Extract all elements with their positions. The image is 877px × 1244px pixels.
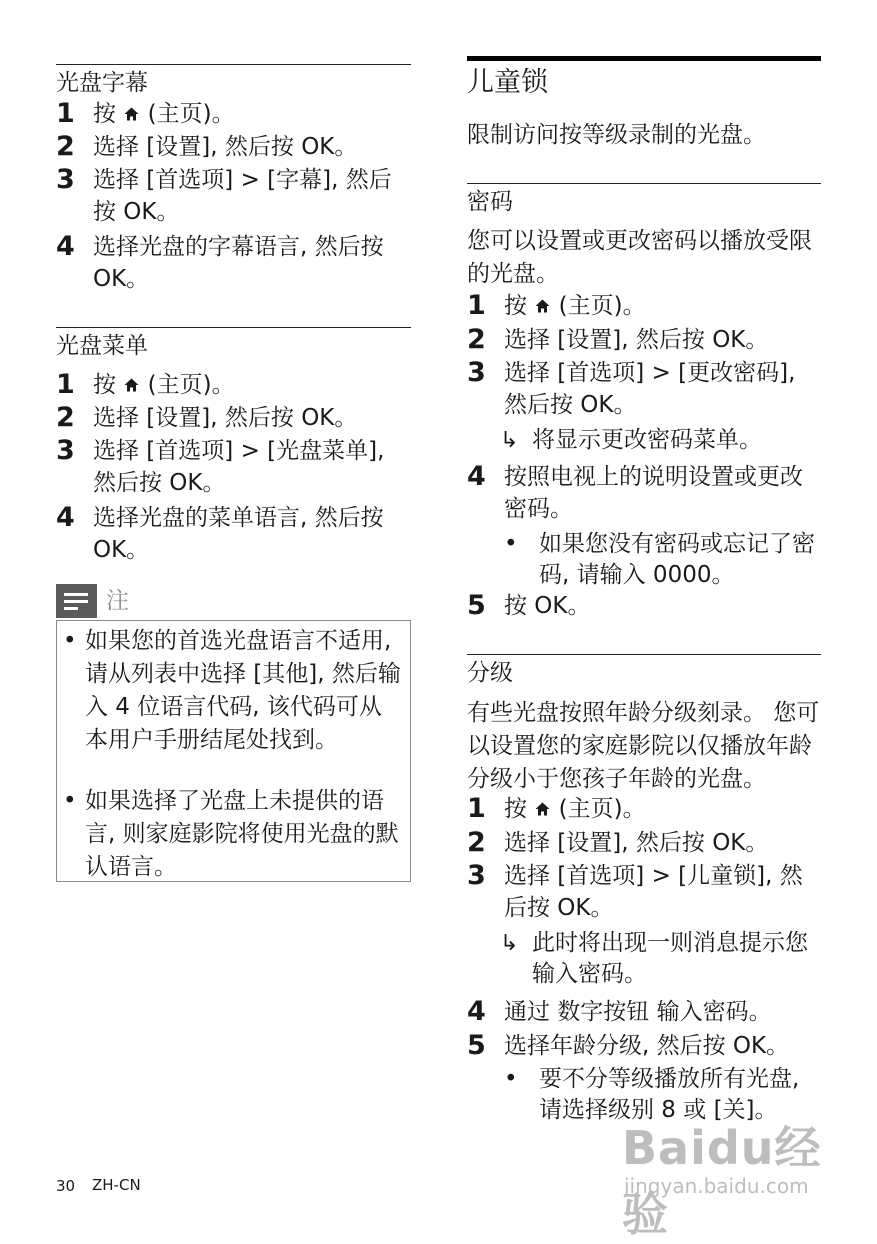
note-label: 注 [106, 588, 129, 614]
bullet-text: 要不分等级播放所有光盘, 请选择级别 8 或 [关]。 [539, 1066, 800, 1123]
step-item [56, 98, 411, 130]
watermark [622, 1112, 822, 1241]
step-number: 4 [467, 461, 486, 492]
note-text: 如果您的首选光盘语言不适用, 请从列表中选择 [其他], 然后输入 4 位语言代码, 该代码可从本用户手册结尾处找到。 [85, 628, 401, 753]
step-number: 4 [56, 502, 75, 533]
home-icon [534, 298, 551, 314]
step-text: 按 OK。 [504, 593, 591, 619]
step-text: 选择 [设置], 然后按 OK。 [504, 327, 769, 353]
step-number: 3 [56, 435, 75, 466]
step-item [467, 860, 821, 924]
step-number: 2 [467, 324, 486, 355]
step-text: 按 [93, 372, 124, 398]
step-number: 3 [467, 357, 486, 388]
bullet-icon: • [504, 1066, 518, 1092]
step-number: 1 [467, 290, 486, 321]
step-text: 按 [504, 796, 535, 822]
arrow-icon: ↳ [500, 931, 519, 956]
step-item [56, 369, 411, 401]
step-text: 按 [504, 293, 535, 319]
section-title-rating: 分级 [467, 654, 821, 688]
step-item [467, 1030, 821, 1062]
intro-text: 限制访问按等级录制的光盘。 [467, 122, 766, 148]
step-number: 2 [467, 827, 486, 858]
step-number: 5 [467, 590, 486, 621]
step-item [467, 827, 821, 859]
home-icon [534, 801, 551, 817]
step-item [56, 402, 411, 434]
step-text: 选择光盘的菜单语言, 然后按 OK。 [93, 505, 384, 563]
step-text-suffix: (主页)。 [551, 796, 646, 822]
step-item [467, 290, 821, 322]
step-number: 4 [56, 231, 75, 262]
step-text: 选择 [首选项] > [字幕], 然后按 OK。 [93, 167, 392, 225]
step-number: 2 [56, 402, 75, 433]
bullet-icon: • [63, 628, 77, 654]
result-line [500, 928, 821, 990]
step-number: 1 [56, 98, 75, 129]
bullet-icon: • [504, 531, 518, 557]
bullet-text: 如果您没有密码或忘记了密码, 请输入 0000。 [539, 531, 815, 588]
bullet-icon: • [63, 788, 77, 814]
rating-intro: 有些光盘按照年龄分级刻录。 您可以设置您的家庭影院以仅播放年龄分级小于您孩子年龄的光盘。 [467, 700, 820, 792]
step-text: 选择 [首选项] > [光盘菜单], 然后按 OK。 [93, 438, 385, 496]
step-item [467, 357, 821, 421]
step-number: 1 [467, 793, 486, 824]
section-title-password: 密码 [467, 183, 821, 217]
step-text: 按 [93, 101, 124, 127]
step-text: 选择 [设置], 然后按 OK。 [93, 405, 358, 431]
step-item [56, 502, 411, 566]
home-icon [123, 106, 140, 122]
result-text: 此时将出现一则消息提示您输入密码。 [532, 930, 808, 987]
step-text: 选择 [设置], 然后按 OK。 [504, 830, 769, 856]
step-text: 按照电视上的说明设置或更改密码。 [504, 464, 803, 522]
step-text: 通过 数字按钮 输入密码。 [504, 999, 772, 1025]
arrow-icon: ↳ [500, 428, 519, 453]
step-text: 选择 [首选项] > [儿童锁], 然后按 OK。 [504, 863, 803, 921]
step-number: 1 [56, 369, 75, 400]
step-item [467, 590, 821, 622]
step-text: 选择年龄分级, 然后按 OK。 [504, 1033, 790, 1059]
step-number: 2 [56, 131, 75, 162]
bullet-item [504, 529, 821, 591]
result-text: 将显示更改密码菜单。 [532, 427, 762, 453]
result-line [500, 425, 821, 456]
step-item [467, 996, 821, 1028]
watermark-logo-text: Baidu经验 [622, 1121, 822, 1241]
step-text-suffix: (主页)。 [140, 372, 235, 398]
step-item [467, 324, 821, 356]
step-number: 3 [467, 860, 486, 891]
step-item [56, 231, 411, 295]
step-item [56, 435, 411, 499]
step-text-suffix: (主页)。 [140, 101, 235, 127]
note-icon [56, 584, 97, 618]
step-item [467, 793, 821, 825]
language-code: ZH-CN [92, 1176, 141, 1194]
step-number: 4 [467, 996, 486, 1027]
step-text: 选择 [设置], 然后按 OK。 [93, 134, 358, 160]
note-item [63, 625, 402, 757]
step-item [56, 131, 411, 163]
step-text: 选择光盘的字幕语言, 然后按 OK。 [93, 234, 384, 292]
step-number: 5 [467, 1030, 486, 1061]
step-number: 3 [56, 164, 75, 195]
watermark-url: jingyan.baidu.com [624, 1174, 809, 1198]
page-number: 30 [56, 1177, 76, 1195]
password-intro: 您可以设置或更改密码以播放受限的光盘。 [467, 228, 812, 287]
page-title: 儿童锁 [467, 56, 821, 101]
step-item [56, 164, 411, 228]
note-box [56, 620, 411, 882]
home-icon [123, 377, 140, 393]
section-title-subtitle: 光盘字幕 [56, 64, 411, 98]
step-item [467, 461, 821, 525]
step-text-suffix: (主页)。 [551, 293, 646, 319]
note-item [63, 785, 402, 884]
note-text: 如果选择了光盘上未提供的语言, 则家庭影院将使用光盘的默认语言。 [85, 788, 399, 880]
section-title-disc-menu: 光盘菜单 [56, 327, 411, 361]
step-text: 选择 [首选项] > [更改密码], 然后按 OK。 [504, 360, 796, 418]
